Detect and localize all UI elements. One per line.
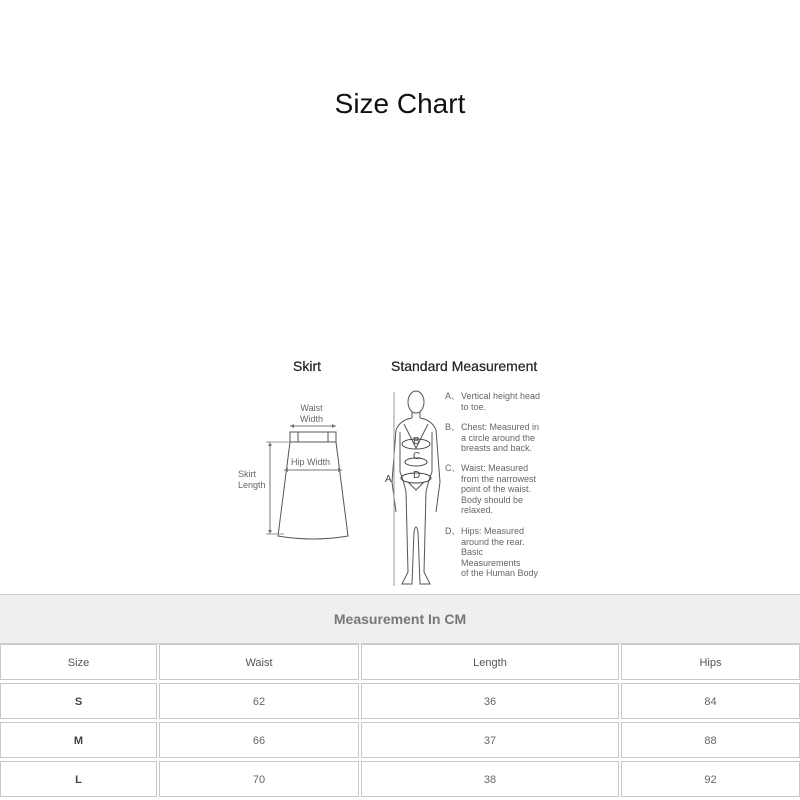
figure-letter-d: D [413, 470, 421, 481]
definition-a [445, 391, 545, 412]
figure-letter-c: C [413, 451, 421, 462]
cell-hips: 84 [621, 683, 800, 719]
definition-b [445, 422, 545, 454]
skirt-length-label-line: Skirt [238, 469, 256, 479]
definition-line: relaxed. [461, 505, 494, 515]
figure-letter-b: B [413, 436, 420, 447]
column-header-hips: Hips [621, 644, 800, 680]
definition-letter: B、 [445, 422, 461, 432]
definition-line: breasts and back. [461, 443, 533, 453]
definition-letter: A、 [445, 391, 461, 401]
skirt-illustration [266, 424, 348, 539]
skirt-length-label [238, 469, 266, 490]
cell-length: 36 [361, 683, 619, 719]
definition-line: Body should be [461, 494, 524, 505]
waist-width-label [300, 403, 323, 424]
definition-line: of the Human Body [461, 568, 539, 578]
definition-line: around the rear. [461, 536, 525, 547]
table-caption: Measurement In CM [0, 594, 800, 644]
definition-letter: D、 [445, 526, 461, 536]
cell-size: M [0, 722, 157, 758]
hip-width-label: Hip Width [291, 457, 331, 467]
cell-waist: 66 [159, 722, 359, 758]
definition-line: point of the waist. [461, 484, 532, 494]
table-row [0, 722, 800, 758]
cell-hips: 88 [621, 722, 800, 758]
definition-d [445, 526, 545, 579]
table-header-row [0, 644, 800, 680]
cell-hips: 92 [621, 761, 800, 797]
cell-length: 37 [361, 722, 619, 758]
waist-width-label-line: Width [300, 413, 324, 424]
definition-line: a circle around the [461, 432, 536, 443]
table-row [0, 683, 800, 719]
column-header-waist: Waist [159, 644, 359, 680]
definition-line: from the narrowest [461, 473, 537, 484]
definition-c [445, 463, 545, 516]
definition-line: Basic Measurements [461, 547, 521, 568]
definition-line: to toe. [461, 401, 487, 412]
body-figure [392, 391, 440, 586]
definition-line: Chest: Measured in [461, 422, 540, 432]
cell-waist: 70 [159, 761, 359, 797]
definition-line: Waist: Measured [461, 463, 529, 473]
skirt-length-label-line: Length [238, 479, 266, 490]
figure-letter-a: A [385, 474, 392, 485]
definition-line: Hips: Measured [461, 526, 525, 536]
cell-size: S [0, 683, 157, 719]
waist-width-label-line: Waist [300, 403, 323, 413]
skirt-heading: Skirt [293, 358, 321, 374]
cell-length: 38 [361, 761, 619, 797]
definition-letter: C、 [445, 463, 461, 473]
definition-line: Vertical height head [461, 391, 541, 401]
cell-waist: 62 [159, 683, 359, 719]
cell-size: L [0, 761, 157, 797]
column-header-size: Size [0, 644, 157, 680]
page-title: Size Chart [334, 88, 466, 119]
measurement-diagram [228, 352, 568, 592]
skirt-waistband [290, 432, 336, 442]
column-header-length: Length [361, 644, 619, 680]
standard-measurement-heading: Standard Measurement [391, 358, 538, 374]
table-row [0, 761, 800, 797]
